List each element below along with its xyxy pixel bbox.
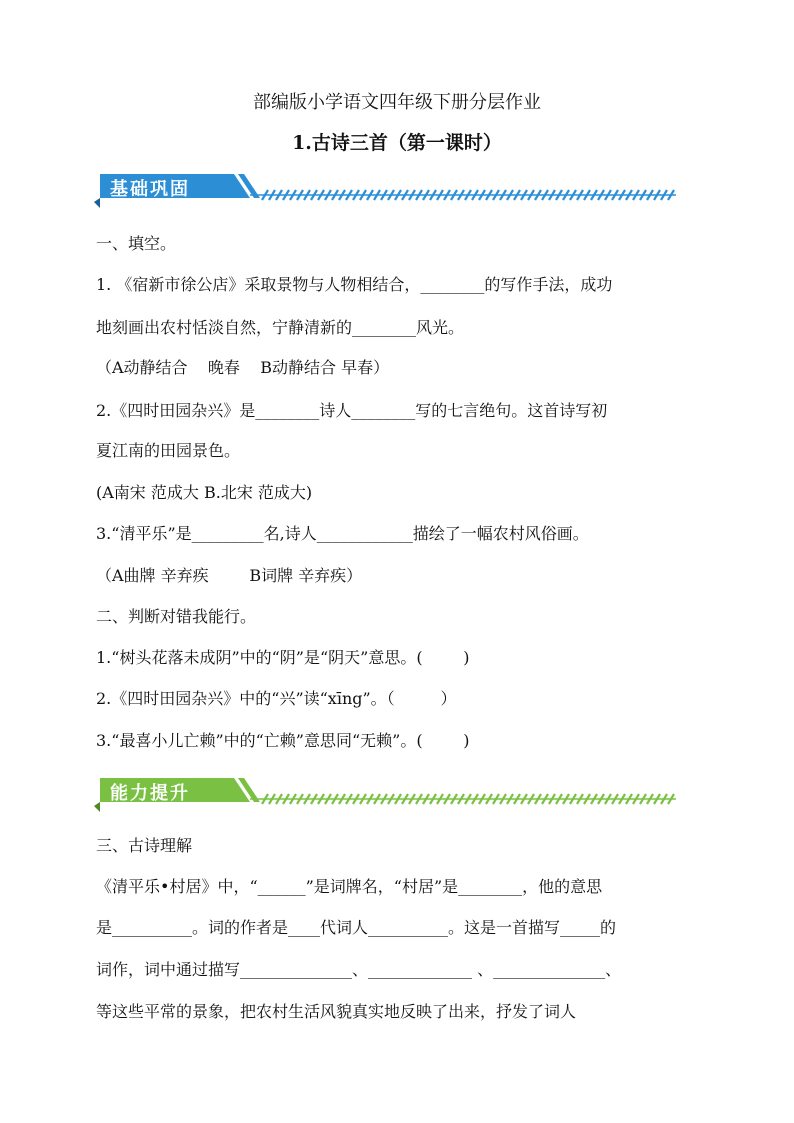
section-label-basic: 基础巩固 [110,179,190,200]
q1-3-line-a: 3.“清平乐”是_________名,诗人____________描绘了一幅农村风俗画。 [96,524,589,543]
q1-2-line-b: 夏江南的田园景色。 [96,441,241,460]
q2-3: 3.“最喜小儿亡赖”中的“亡赖”意思同“无赖”。( ) [96,731,470,750]
section-label-advanced: 能力提升 [110,783,190,804]
page-title: 部编版小学语文四年级下册分层作业 [253,92,541,113]
q1-2-options: (A南宋 范成大 B.北宋 范成大) [96,483,313,502]
lesson-title: 1.古诗三首（第一课时） [292,132,502,154]
section-banner-advanced [92,772,682,818]
banner-basic-stripes [250,190,676,200]
q3-heading: 三、古诗理解 [96,836,193,855]
section-banner-basic [92,168,682,214]
q3-line-a: 《清平乐•村居》中，“______”是词牌名，“村居”是________，他的意思 [96,877,603,896]
q3-line-d: 等这些平常的景象，把农村生活风貌真实地反映了出来，抒发了词人 [96,1002,577,1021]
q3-line-c: 词作，词中通过描写______________、_____________ 、______________、 [96,960,622,979]
q3-line-b: 是__________。词的作者是____代词人__________。这是一首描写_____的 [96,918,617,937]
q1-2-line-a: 2.《四时田园杂兴》是________诗人________写的七言绝句。这首诗写初 [96,401,608,420]
q1-1-options: （A动静结合 晚春 B动静结合 早春） [96,358,390,377]
q1-1-line-b: 地刻画出农村恬淡自然，宁静清新的________风光。 [96,318,465,337]
q2-1: 1.“树头花落未成阴”中的“阴”是“阴天”意思。( ) [96,648,470,667]
q2-heading: 二、判断对错我能行。 [96,607,257,626]
q1-heading: 一、填空。 [96,234,177,253]
q2-2: 2.《四时田园杂兴》中的“兴”读“xīng”。（ ） [96,689,457,708]
q1-1-line-a: 1. 《宿新市徐公店》采取景物与人物相结合，________的写作手法，成功 [96,275,613,294]
banner-advanced-stripes [250,794,676,804]
q1-3-options: （A曲牌 辛弃疾 B词牌 辛弃疾） [96,566,363,585]
